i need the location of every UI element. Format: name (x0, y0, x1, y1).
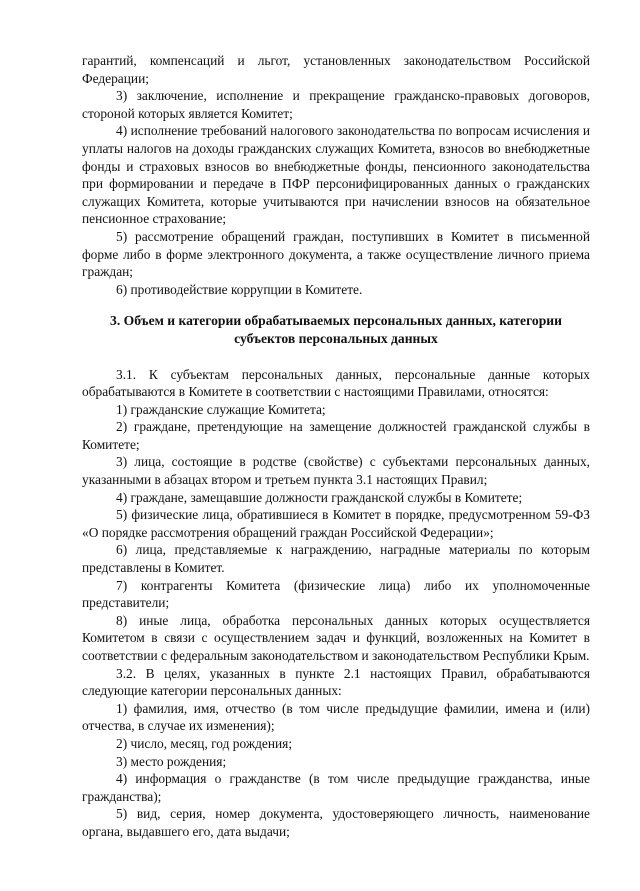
category-item-3: 3) место рождения; (116, 753, 227, 769)
category-item-5: 5) вид, серия, номер документа, удостоверяющего личность, наименование органа, выдавшего его, дата выдачи; (82, 806, 590, 839)
subject-item-5: 5) физические лица, обратившиеся в Комитет в порядке, предусмотренном 59-ФЗ «О порядке рассмотрения обращений граждан Российской Федерации»; (82, 507, 590, 540)
category-item-4: 4) информация о гражданстве (в том числе предыдущие гражданства, иные гражданства); (82, 771, 590, 804)
subject-item-4: 4) граждане, замещавшие должности гражданской службы в Комитете; (116, 489, 523, 505)
subject-item-7: 7) контрагенты Комитета (физические лица) либо их уполномоченные представители; (82, 577, 590, 611)
category-item-2: 2) число, месяц, год рождения; (116, 735, 293, 751)
paragraph-3-2: 3.2. В целях, указанных в пункте 2.1 настоящих Правил, обрабатываются следующие категории персональных данных: (82, 665, 590, 699)
category-item-1: 1) фамилия, имя, отчество (в том числе предыдущие фамилии, имена и (или) отчества, в случае их изменения); (82, 700, 590, 734)
section-body (82, 366, 590, 841)
section-heading: 3. Объем и категории обрабатываемых персональных данных, категории субъектов персональных данных (110, 313, 562, 346)
subject-item-8: 8) иные лица, обработка персональных данных которых осуществляется Комитетом в связи с осуществлением задач и функций, возложенных на Комитет в соответствии с федеральным законодательством и законодательством Республики Крым. (82, 612, 590, 663)
subject-item-3: 3) лица, состоящие в родстве (свойстве) с субъектами персональных данных, указанными в абзацах втором и третьем пункта 3.1 настоящих Правил; (82, 454, 590, 488)
list-item-6: 6) противодействие коррупции в Комитете. (116, 281, 363, 297)
subject-item-1: 1) гражданские служащие Комитета; (116, 401, 326, 417)
list-item-continuation: гарантий, компенсаций и льгот, установленных законодательством Российской Федерации; (82, 53, 590, 86)
list-item-3: 3) заключение, исполнение и прекращение гражданско-правовых договоров, стороной которых является Комитет; (82, 88, 590, 121)
list-item-4: 4) исполнение требований налогового законодательства по вопросам исчисления и уплаты налогов на доходы гражданских служащих Комитета, взносов во внебюджетные фонды и страховых взносов во внебюджетные фонды, пенсионного законодательства при формировании и передаче в ПФР персонифицированных данных о гражданских служащих Комитета, которые учитываются при начислении взносов на обязательное пенсионное страхование; (82, 123, 590, 227)
subject-item-6: 6) лица, представляемые к награждению, наградные материалы по которым представлены в Комитет. (82, 542, 590, 576)
list-item-5: 5) рассмотрение обращений граждан, поступивших в Комитет в письменной форме либо в форме электронного документа, а также осуществление личного приема граждан; (82, 228, 590, 280)
intro-list (82, 52, 590, 298)
subject-item-2: 2) граждане, претендующие на замещение должностей гражданской службы в Комитете; (82, 419, 590, 452)
paragraph-3-1: 3.1. К субъектам персональных данных, персональные данные которых обрабатываются в Комитете в соответствии с настоящими Правилами, относятся: (82, 366, 590, 400)
